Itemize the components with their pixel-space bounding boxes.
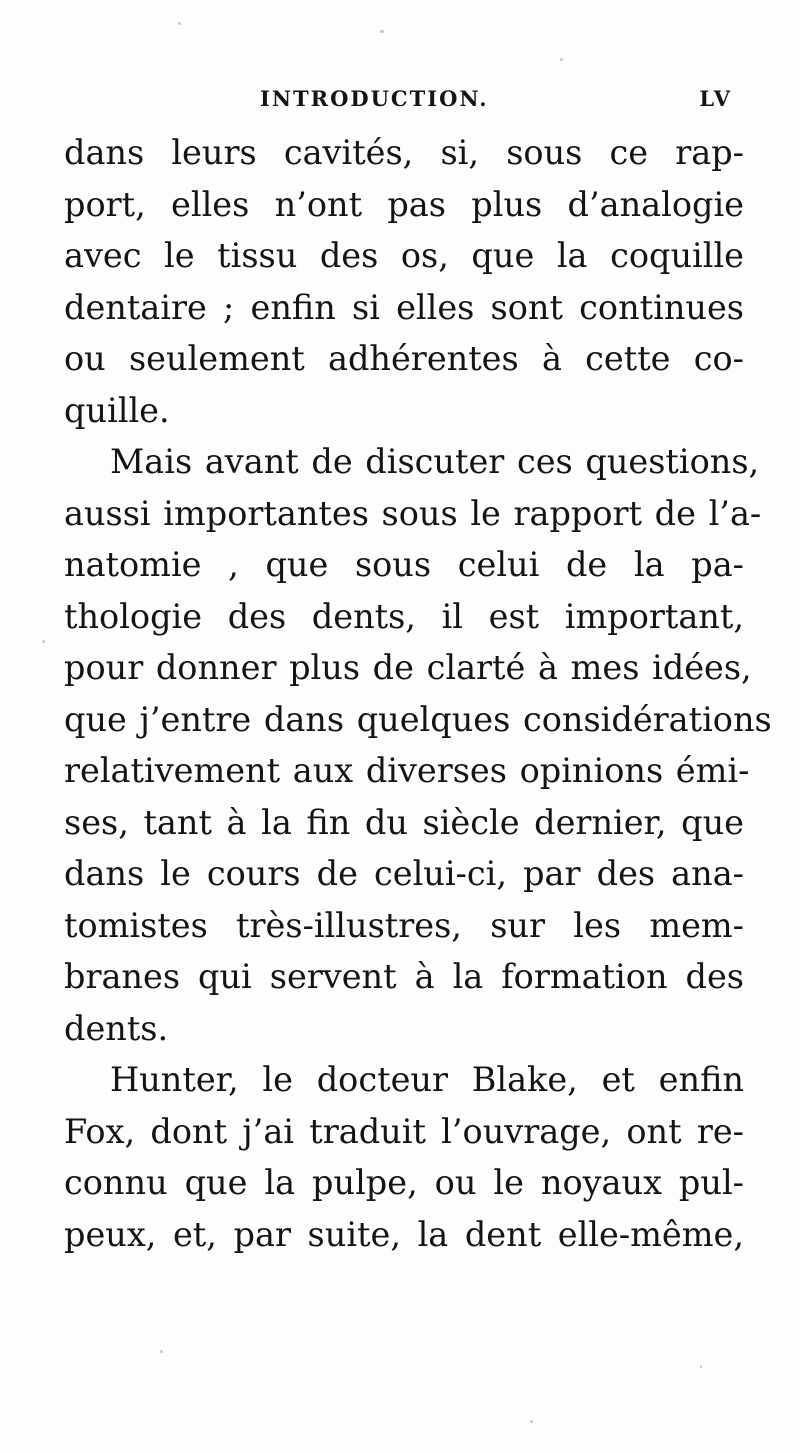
text-line: pour donner plus de clarté à mes idées, [64, 648, 752, 687]
text-line: ses, tant à la fin du siècle dernier, que [64, 802, 744, 842]
text-line: peux, et, par suite, la dent elle-même, [64, 1214, 744, 1254]
running-head [60, 86, 740, 116]
text-line: connu que la pulpe, ou le noyaux pul- [64, 1163, 744, 1202]
text-line: dentaire ; enfin si elles sont continues [64, 287, 744, 327]
speck [178, 22, 181, 25]
speck [160, 1350, 163, 1353]
text-line: dents. [64, 1008, 169, 1048]
text-line: avec le tissu des os, que la coquille [64, 236, 744, 275]
text-line: dans leurs cavités, si, sous ce rap- [64, 133, 744, 172]
text-line: tomistes très-illustres, sur les mem- [64, 905, 744, 945]
text-line: Fox, dont j’ai traduit l’ouvrage, ont re- [64, 1111, 744, 1151]
text-line: aussi importantes sous le rapport de l’a- [64, 493, 762, 533]
text-line: ou seulement adhérentes à cette co- [64, 339, 744, 378]
speck [530, 1420, 533, 1423]
speck [700, 1365, 702, 1368]
text-line: natomie , que sous celui de la pa- [64, 545, 744, 584]
text-line: que j’entre dans quelques considérations [64, 699, 772, 739]
text-line: Hunter, le docteur Blake, et enfin [110, 1060, 744, 1099]
body-text [64, 127, 772, 1260]
running-title: INTRODUCTION. [260, 86, 489, 111]
text-line: Mais avant de discuter ces questions, [110, 442, 760, 481]
text-line: relativement aux diverses opinions émi- [64, 751, 750, 790]
speck [560, 58, 563, 61]
page-number: LV [699, 86, 732, 111]
text-line: quille. [64, 390, 170, 430]
text-line: port, elles n’ont pas plus d’analogie [64, 184, 744, 224]
speck [42, 640, 45, 643]
text-line: branes qui servent à la formation des [64, 957, 744, 996]
text-line: thologie des dents, il est important, [64, 596, 744, 636]
speck [380, 30, 384, 33]
text-line: dans le cours de celui-ci, par des ana- [64, 854, 744, 893]
